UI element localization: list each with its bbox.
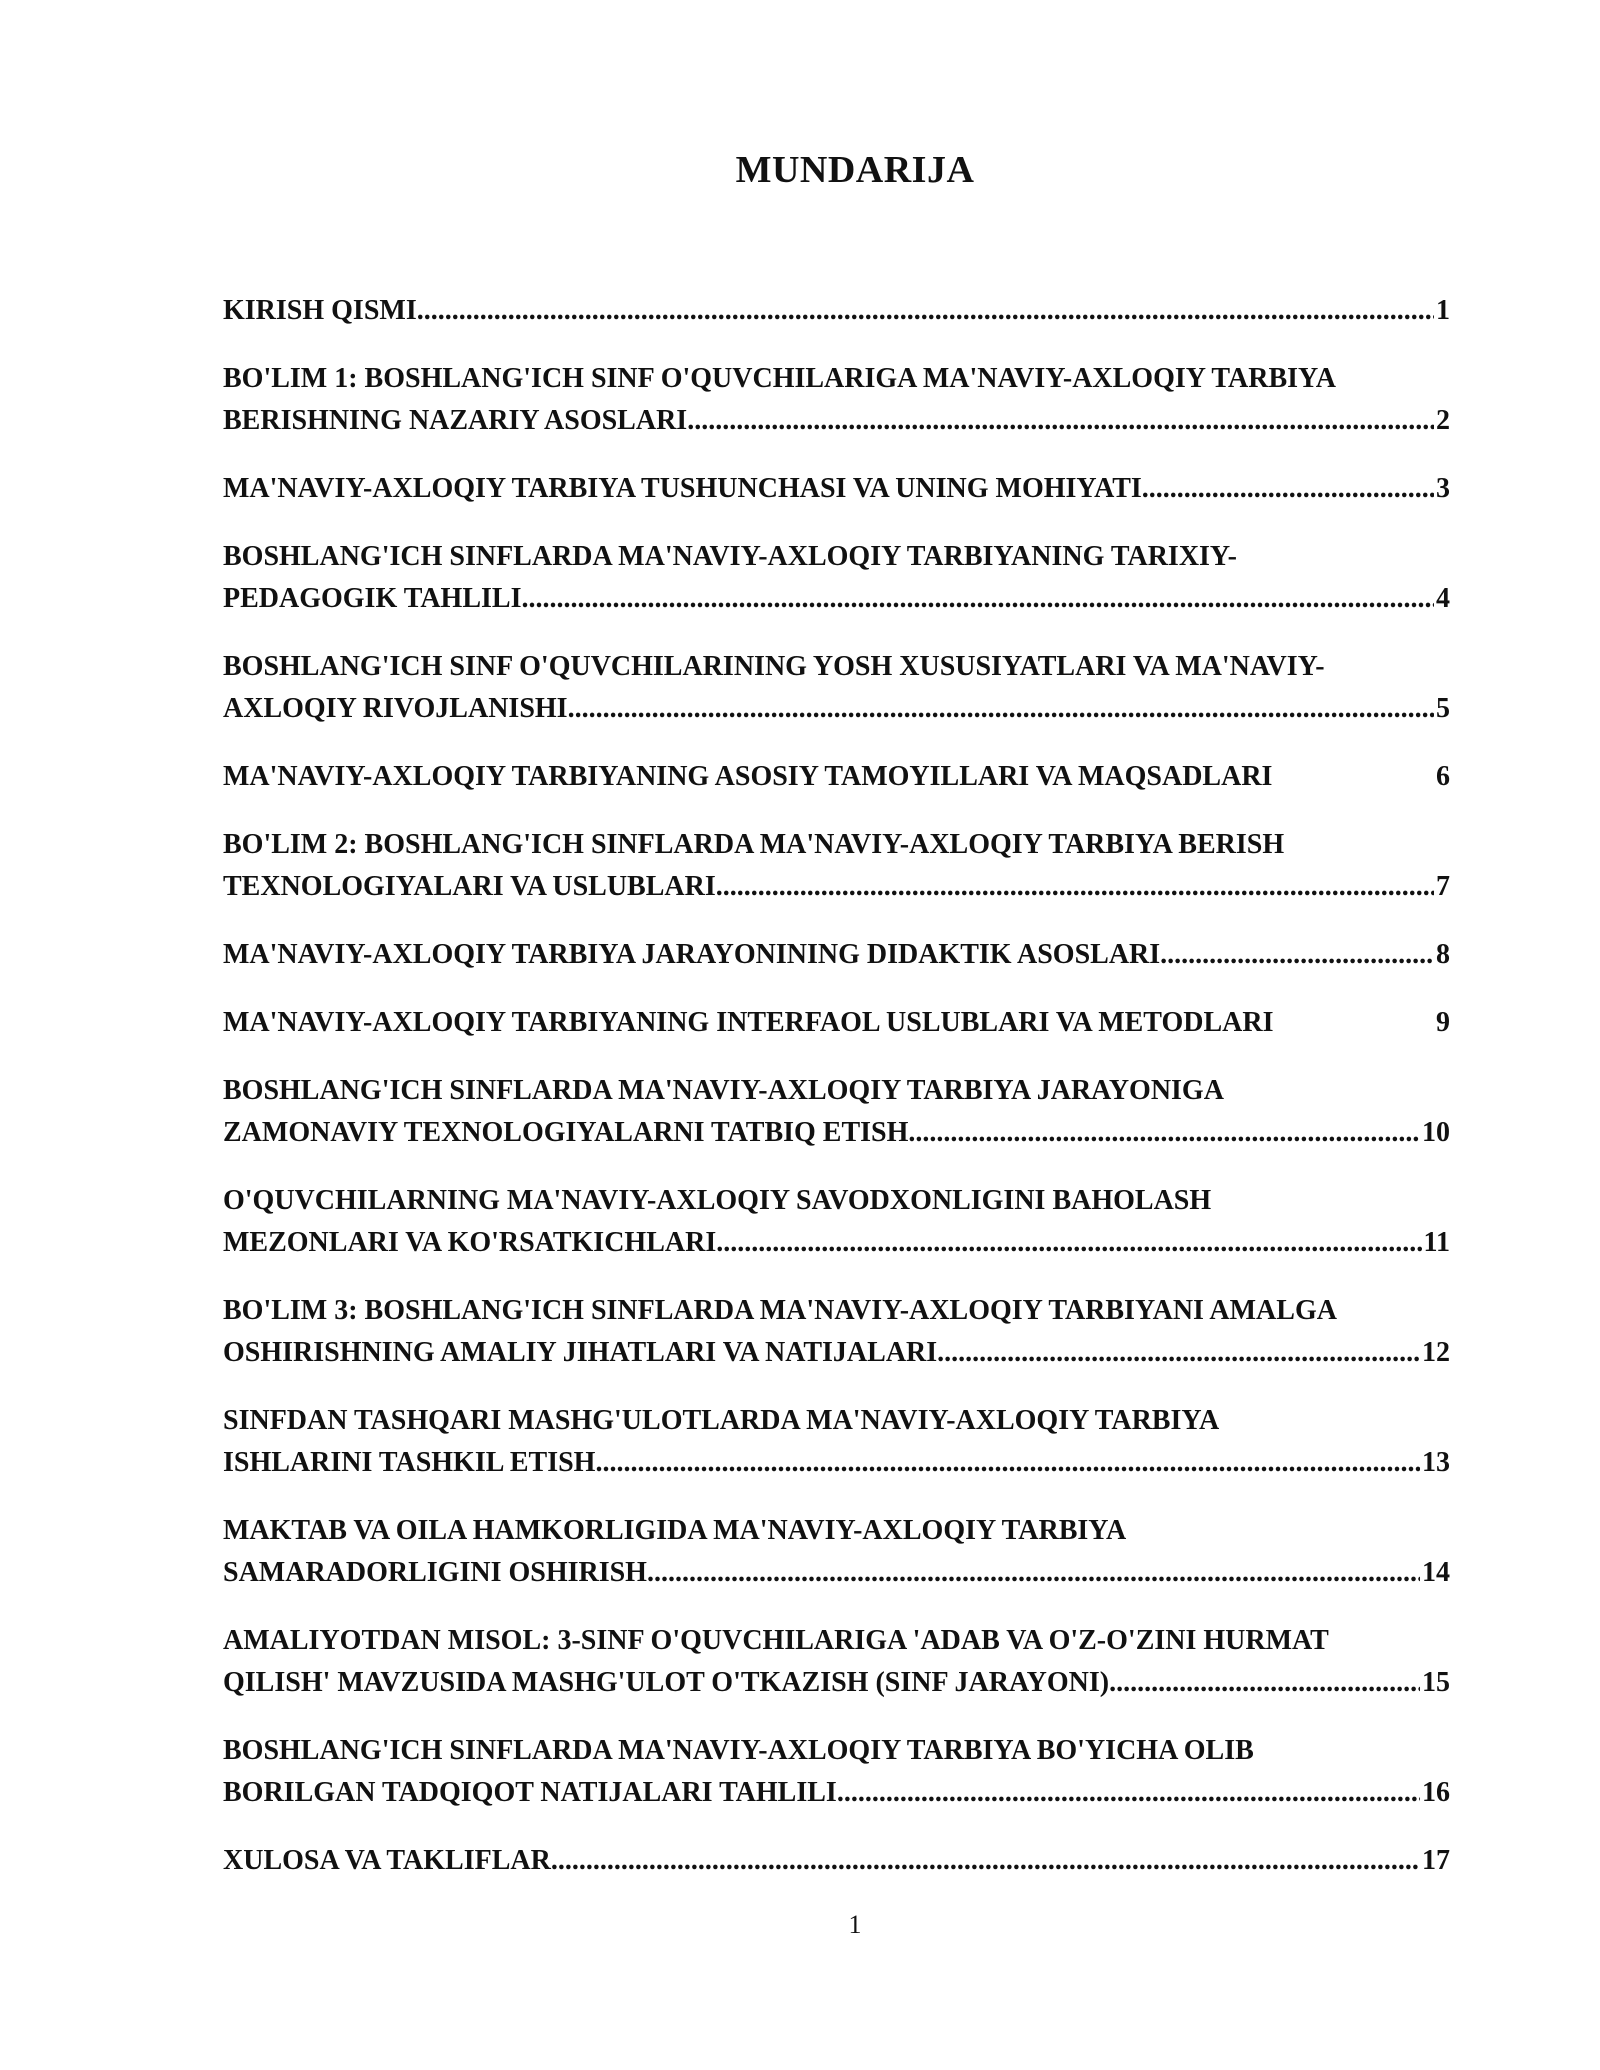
toc-entry-text: MA'NAVIY-AXLOQIY TARBIYANING ASOSIY TAMOYILLARI VA MAQSADLARI (223, 761, 1273, 792)
toc-entry-text: XULOSA VA TAKLIFLAR (223, 1845, 551, 1876)
toc-entry-line (223, 1840, 1450, 1882)
toc-entry-text: BOSHLANG'ICH SINFLARDA MA'NAVIY-AXLOQIY TARBIYA JARAYONIGA (223, 1075, 1224, 1106)
toc-page-number: 10 (1422, 1117, 1450, 1148)
dot-leader (1109, 1662, 1420, 1704)
toc-entry-text: MA'NAVIY-AXLOQIY TARBIYA JARAYONINING DIDAKTIK ASOSLARI (223, 939, 1161, 970)
toc-entry-line (223, 866, 1450, 908)
toc-entry[interactable] (223, 468, 1450, 510)
toc-entry-line (223, 1662, 1450, 1704)
toc-entry-line (223, 578, 1450, 620)
toc-entry[interactable] (223, 1840, 1450, 1882)
toc-entry[interactable] (223, 1002, 1450, 1044)
toc-entry-text: BOSHLANG'ICH SINFLARDA MA'NAVIY-AXLOQIY TARBIYANING TARIXIY- (223, 541, 1237, 572)
toc-entry-text: BOSHLANG'ICH SINF O'QUVCHILARINING YOSH XUSUSIYATLARI VA MA'NAVIY- (223, 651, 1325, 682)
toc-entry-text: BO'LIM 3: BOSHLANG'ICH SINFLARDA MA'NAVIY-AXLOQIY TARBIYANI AMALGA (223, 1295, 1337, 1326)
toc-entry[interactable] (223, 1510, 1450, 1594)
toc-entry-text: BERISHNING NAZARIY ASOSLARI (223, 405, 688, 436)
dot-leader (647, 1552, 1420, 1594)
dot-leader (687, 400, 1434, 442)
toc-entry-text: MA'NAVIY-AXLOQIY TARBIYA TUSHUNCHASI VA UNING MOHIYATI (223, 473, 1142, 504)
toc-entry-text: AMALIYOTDAN MISOL: 3-SINF O'QUVCHILARIGA 'ADAB VA O'Z-O'ZINI HURMAT (223, 1625, 1329, 1656)
toc-entry[interactable] (223, 1400, 1450, 1484)
toc-entry-line (223, 1442, 1450, 1484)
toc-entry-text: AXLOQIY RIVOJLANISHI (223, 693, 568, 724)
toc-entry-text: TEXNOLOGIYALARI VA USLUBLARI (223, 871, 716, 902)
dot-leader (568, 688, 1434, 730)
dot-leader (1160, 934, 1434, 976)
toc-entry[interactable] (223, 1290, 1450, 1374)
toc-entry-line (223, 400, 1450, 442)
toc-page-number: 9 (1436, 1007, 1450, 1038)
toc-page-number: 5 (1436, 693, 1450, 724)
toc-page-number: 6 (1436, 761, 1450, 792)
toc-page-number: 8 (1436, 939, 1450, 970)
toc-entry-text: BORILGAN TADQIQOT NATIJALARI TAHLILI (223, 1777, 837, 1808)
toc-page-number: 17 (1422, 1845, 1450, 1876)
toc-page-number: 1 (1436, 295, 1450, 326)
toc-entry-text: BOSHLANG'ICH SINFLARDA MA'NAVIY-AXLOQIY TARBIYA BO'YICHA OLIB (223, 1735, 1254, 1766)
toc-page-number: 13 (1422, 1447, 1450, 1478)
toc-entry-line (223, 1222, 1450, 1264)
dot-leader (716, 866, 1434, 908)
dot-leader (1142, 468, 1434, 510)
toc-entry[interactable] (223, 1070, 1450, 1154)
toc-entry-text: MEZONLARI VA KO'RSATKICHLARI (223, 1227, 717, 1258)
toc-page-number: 14 (1422, 1557, 1450, 1588)
toc-entry[interactable] (223, 290, 1450, 332)
toc-entry[interactable] (223, 646, 1450, 730)
toc-page-number: 3 (1436, 473, 1450, 504)
page-number: 1 (848, 1910, 862, 1939)
toc-entry[interactable] (223, 1730, 1450, 1814)
toc-entry-text: SAMARADORLIGINI OSHIRISH (223, 1557, 647, 1588)
toc-entry-line (223, 688, 1450, 730)
dot-leader (551, 1840, 1420, 1882)
toc-entry-line (223, 290, 1450, 332)
toc-entry-line (223, 1332, 1450, 1374)
toc-entry-text: KIRISH QISMI (223, 295, 417, 326)
toc-page-number: 2 (1436, 405, 1450, 436)
toc-entry-line (223, 468, 1450, 510)
toc-entry[interactable] (223, 824, 1450, 908)
toc-entry[interactable] (223, 756, 1450, 798)
toc-page-number: 11 (1423, 1227, 1450, 1258)
table-of-contents (223, 290, 1450, 1908)
toc-entry-text: SINFDAN TASHQARI MASHG'ULOTLARDA MA'NAVIY-AXLOQIY TARBIYA (223, 1405, 1220, 1436)
toc-entry-text: PEDAGOGIK TAHLILI (223, 583, 522, 614)
dot-leader (595, 1442, 1420, 1484)
toc-entry-line (223, 1772, 1450, 1814)
toc-entry-text: MA'NAVIY-AXLOQIY TARBIYANING INTERFAOL USLUBLARI VA METODLARI (223, 1007, 1274, 1038)
toc-entry[interactable] (223, 358, 1450, 442)
dot-leader (417, 290, 1434, 332)
dot-leader (937, 1332, 1420, 1374)
toc-entry-text: MAKTAB VA OILA HAMKORLIGIDA MA'NAVIY-AXLOQIY TARBIYA (223, 1515, 1127, 1546)
toc-entry-text: ISHLARINI TASHKIL ETISH (223, 1447, 596, 1478)
toc-entry-text: ZAMONAVIY TEXNOLOGIYALARNI TATBIQ ETISH (223, 1117, 909, 1148)
toc-page-number: 7 (1436, 871, 1450, 902)
toc-entry[interactable] (223, 1180, 1450, 1264)
dot-leader (716, 1222, 1421, 1264)
toc-entry-text: BO'LIM 2: BOSHLANG'ICH SINFLARDA MA'NAVIY-AXLOQIY TARBIYA BERISH (223, 829, 1285, 860)
dot-leader (837, 1772, 1420, 1814)
toc-entry-text: OSHIRISHNING AMALIY JIHATLARI VA NATIJALARI (223, 1337, 938, 1368)
dot-leader (521, 578, 1434, 620)
toc-entry[interactable] (223, 536, 1450, 620)
toc-entry[interactable] (223, 1620, 1450, 1704)
toc-entry-line (223, 1002, 1450, 1044)
toc-page-number: 12 (1422, 1337, 1450, 1368)
toc-entry-text: BO'LIM 1: BOSHLANG'ICH SINF O'QUVCHILARIGA MA'NAVIY-AXLOQIY TARBIYA (223, 363, 1336, 394)
toc-page-number: 16 (1422, 1777, 1450, 1808)
toc-entry[interactable] (223, 934, 1450, 976)
toc-page-number: 15 (1422, 1667, 1450, 1698)
toc-entry-text: QILISH' MAVZUSIDA MASHG'ULOT O'TKAZISH (SINF JARAYONI) (223, 1667, 1110, 1698)
toc-entry-line (223, 934, 1450, 976)
toc-page-number: 4 (1436, 583, 1450, 614)
toc-entry-line (223, 1112, 1450, 1154)
toc-entry-line (223, 756, 1450, 798)
dot-leader (908, 1112, 1420, 1154)
page-title: MUNDARIJA (735, 149, 975, 191)
toc-entry-text: O'QUVCHILARNING MA'NAVIY-AXLOQIY SAVODXONLIGINI BAHOLASH (223, 1185, 1212, 1216)
toc-entry-line (223, 1552, 1450, 1594)
